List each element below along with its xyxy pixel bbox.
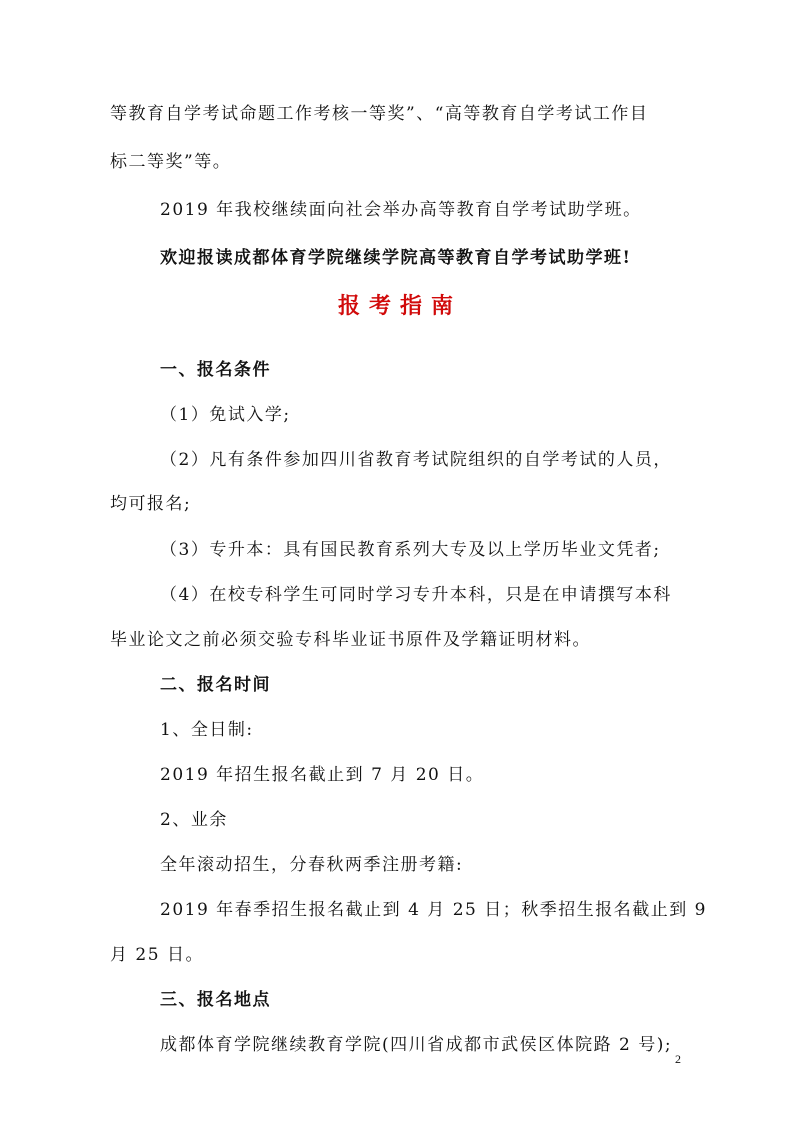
list-item: （3）专升本：具有国民教育系列大专及以上学历毕业文凭者; — [160, 540, 661, 560]
section-heading: 二、报名时间 — [160, 675, 271, 695]
page-number: 2 — [675, 1052, 681, 1066]
paragraph-line: 2019 年我校继续面向社会举办高等教育自学考试助学班。 — [160, 200, 642, 220]
subheading: 1、全日制: — [160, 720, 254, 740]
paragraph-line: 2019 年招生报名截止到 7 月 20 日。 — [160, 765, 485, 785]
paragraph-line: 等教育自学考试命题工作考核一等奖”、“高等教育自学考试工作目 — [110, 104, 649, 124]
list-item: （2）凡有条件参加四川省教育考试院组织的自学考试的人员， — [160, 450, 672, 470]
guide-title: 报考指南 — [337, 293, 462, 319]
paragraph-line: 成都体育学院继续教育学院(四川省成都市武侯区体院路 2 号); — [160, 1035, 673, 1055]
list-item-continued: 毕业论文之前必须交验专科毕业证书原件及学籍证明材料。 — [110, 630, 591, 650]
section-heading: 三、报名地点 — [160, 990, 271, 1010]
subheading: 2、业余 — [160, 810, 228, 830]
list-item-continued: 均可报名; — [110, 494, 192, 514]
list-item: （1）免试入学; — [160, 405, 291, 425]
welcome-line: 欢迎报读成都体育学院继续学院高等教育自学考试助学班! — [160, 248, 632, 268]
paragraph-line: 全年滚动招生，分春秋两季注册考籍: — [160, 855, 464, 875]
paragraph-line: 标二等奖”等。 — [110, 152, 232, 172]
paragraph-line: 月 25 日。 — [110, 945, 204, 965]
list-item: （4）在校专科学生可同时学习专升本科，只是在申请撰写本科 — [160, 585, 672, 605]
section-heading: 一、报名条件 — [160, 360, 271, 380]
paragraph-line: 2019 年春季招生报名截止到 4 月 25 日；秋季招生报名截止到 9 — [160, 900, 707, 920]
